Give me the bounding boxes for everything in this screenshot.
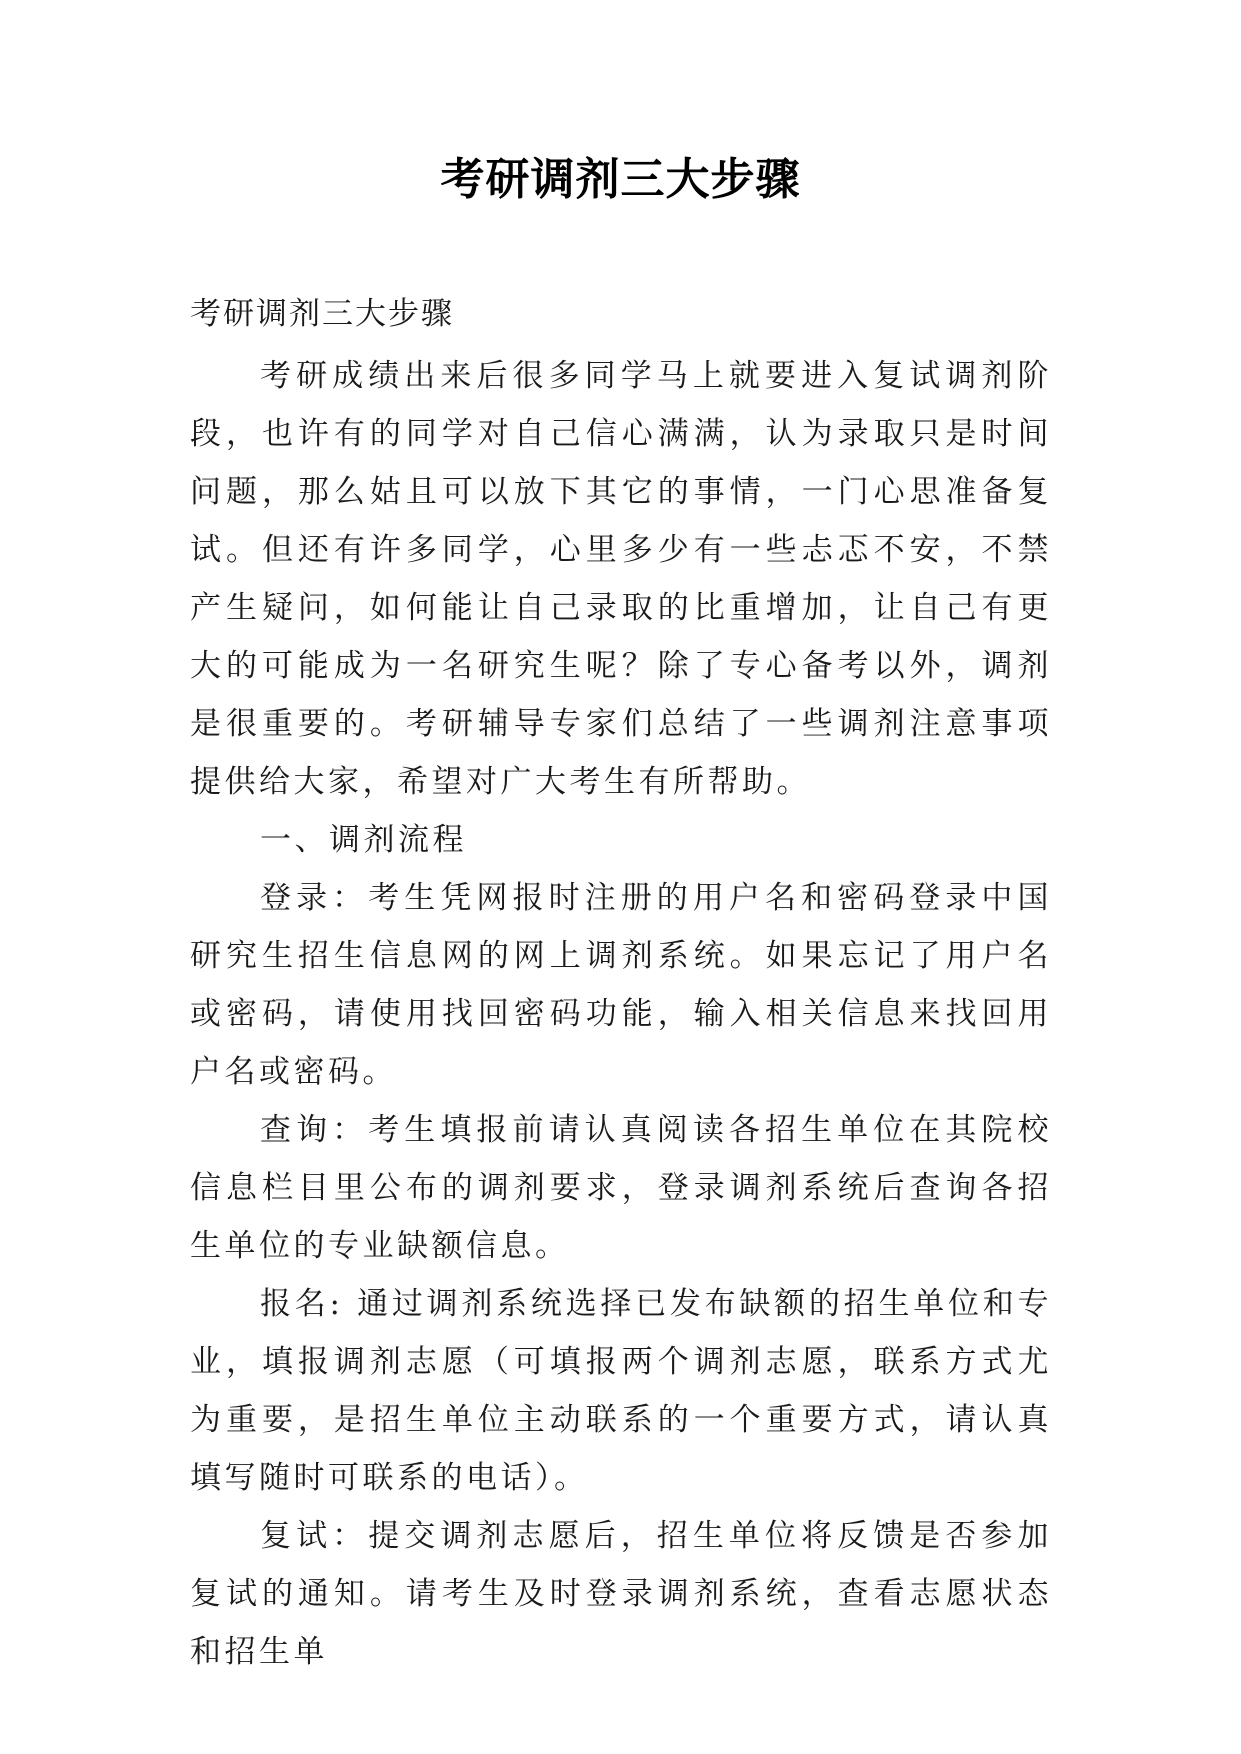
document-title: 考研调剂三大步骤 bbox=[440, 154, 801, 205]
section-heading-process: 一、调剂流程 bbox=[260, 822, 467, 858]
document-body bbox=[190, 285, 1052, 1681]
intro-paragraph: 考研成绩出来后很多同学马上就要进入复试调剂阶段，也许有的同学对自己信心满满，认为录取只是时间问题，那么姑且可以放下其它的事情，一门心思准备复试。但还有许多同学，心里多少有一些忐忑不安，不禁产生疑问，如何能让自己录取的比重增加，让自己有更大的可能成为一名研究生呢？除了专心备考以外，调剂是很重要的。考研辅导专家们总结了一些调剂注意事项提供给大家，希望对广大考生有所帮助。 bbox=[190, 358, 1052, 800]
step-query-paragraph: 查询：考生填报前请认真阅读各招生单位在其院校信息栏目里公布的调剂要求，登录调剂系统后查询各招生单位的专业缺额信息。 bbox=[190, 1112, 1052, 1264]
section-heading: 考研调剂三大步骤 bbox=[190, 296, 454, 332]
step-login-paragraph: 登录：考生凭网报时注册的用户名和密码登录中国研究生招生信息网的网上调剂系统。如果忘记了用户名或密码，请使用找回密码功能，输入相关信息来找回用户名或密码。 bbox=[190, 880, 1052, 1090]
step-register-paragraph: 报名: 通过调剂系统选择已发布缺额的招生单位和专业，填报调剂志愿（可填报两个调剂志愿，联系方式尤为重要，是招生单位主动联系的一个重要方式，请认真填写随时可联系的电话）。 bbox=[190, 1286, 1052, 1496]
step-retest-paragraph: 复试：提交调剂志愿后，招生单位将反馈是否参加复试的通知。请考生及时登录调剂系统，查看志愿状态和招生单 bbox=[190, 1518, 1052, 1670]
